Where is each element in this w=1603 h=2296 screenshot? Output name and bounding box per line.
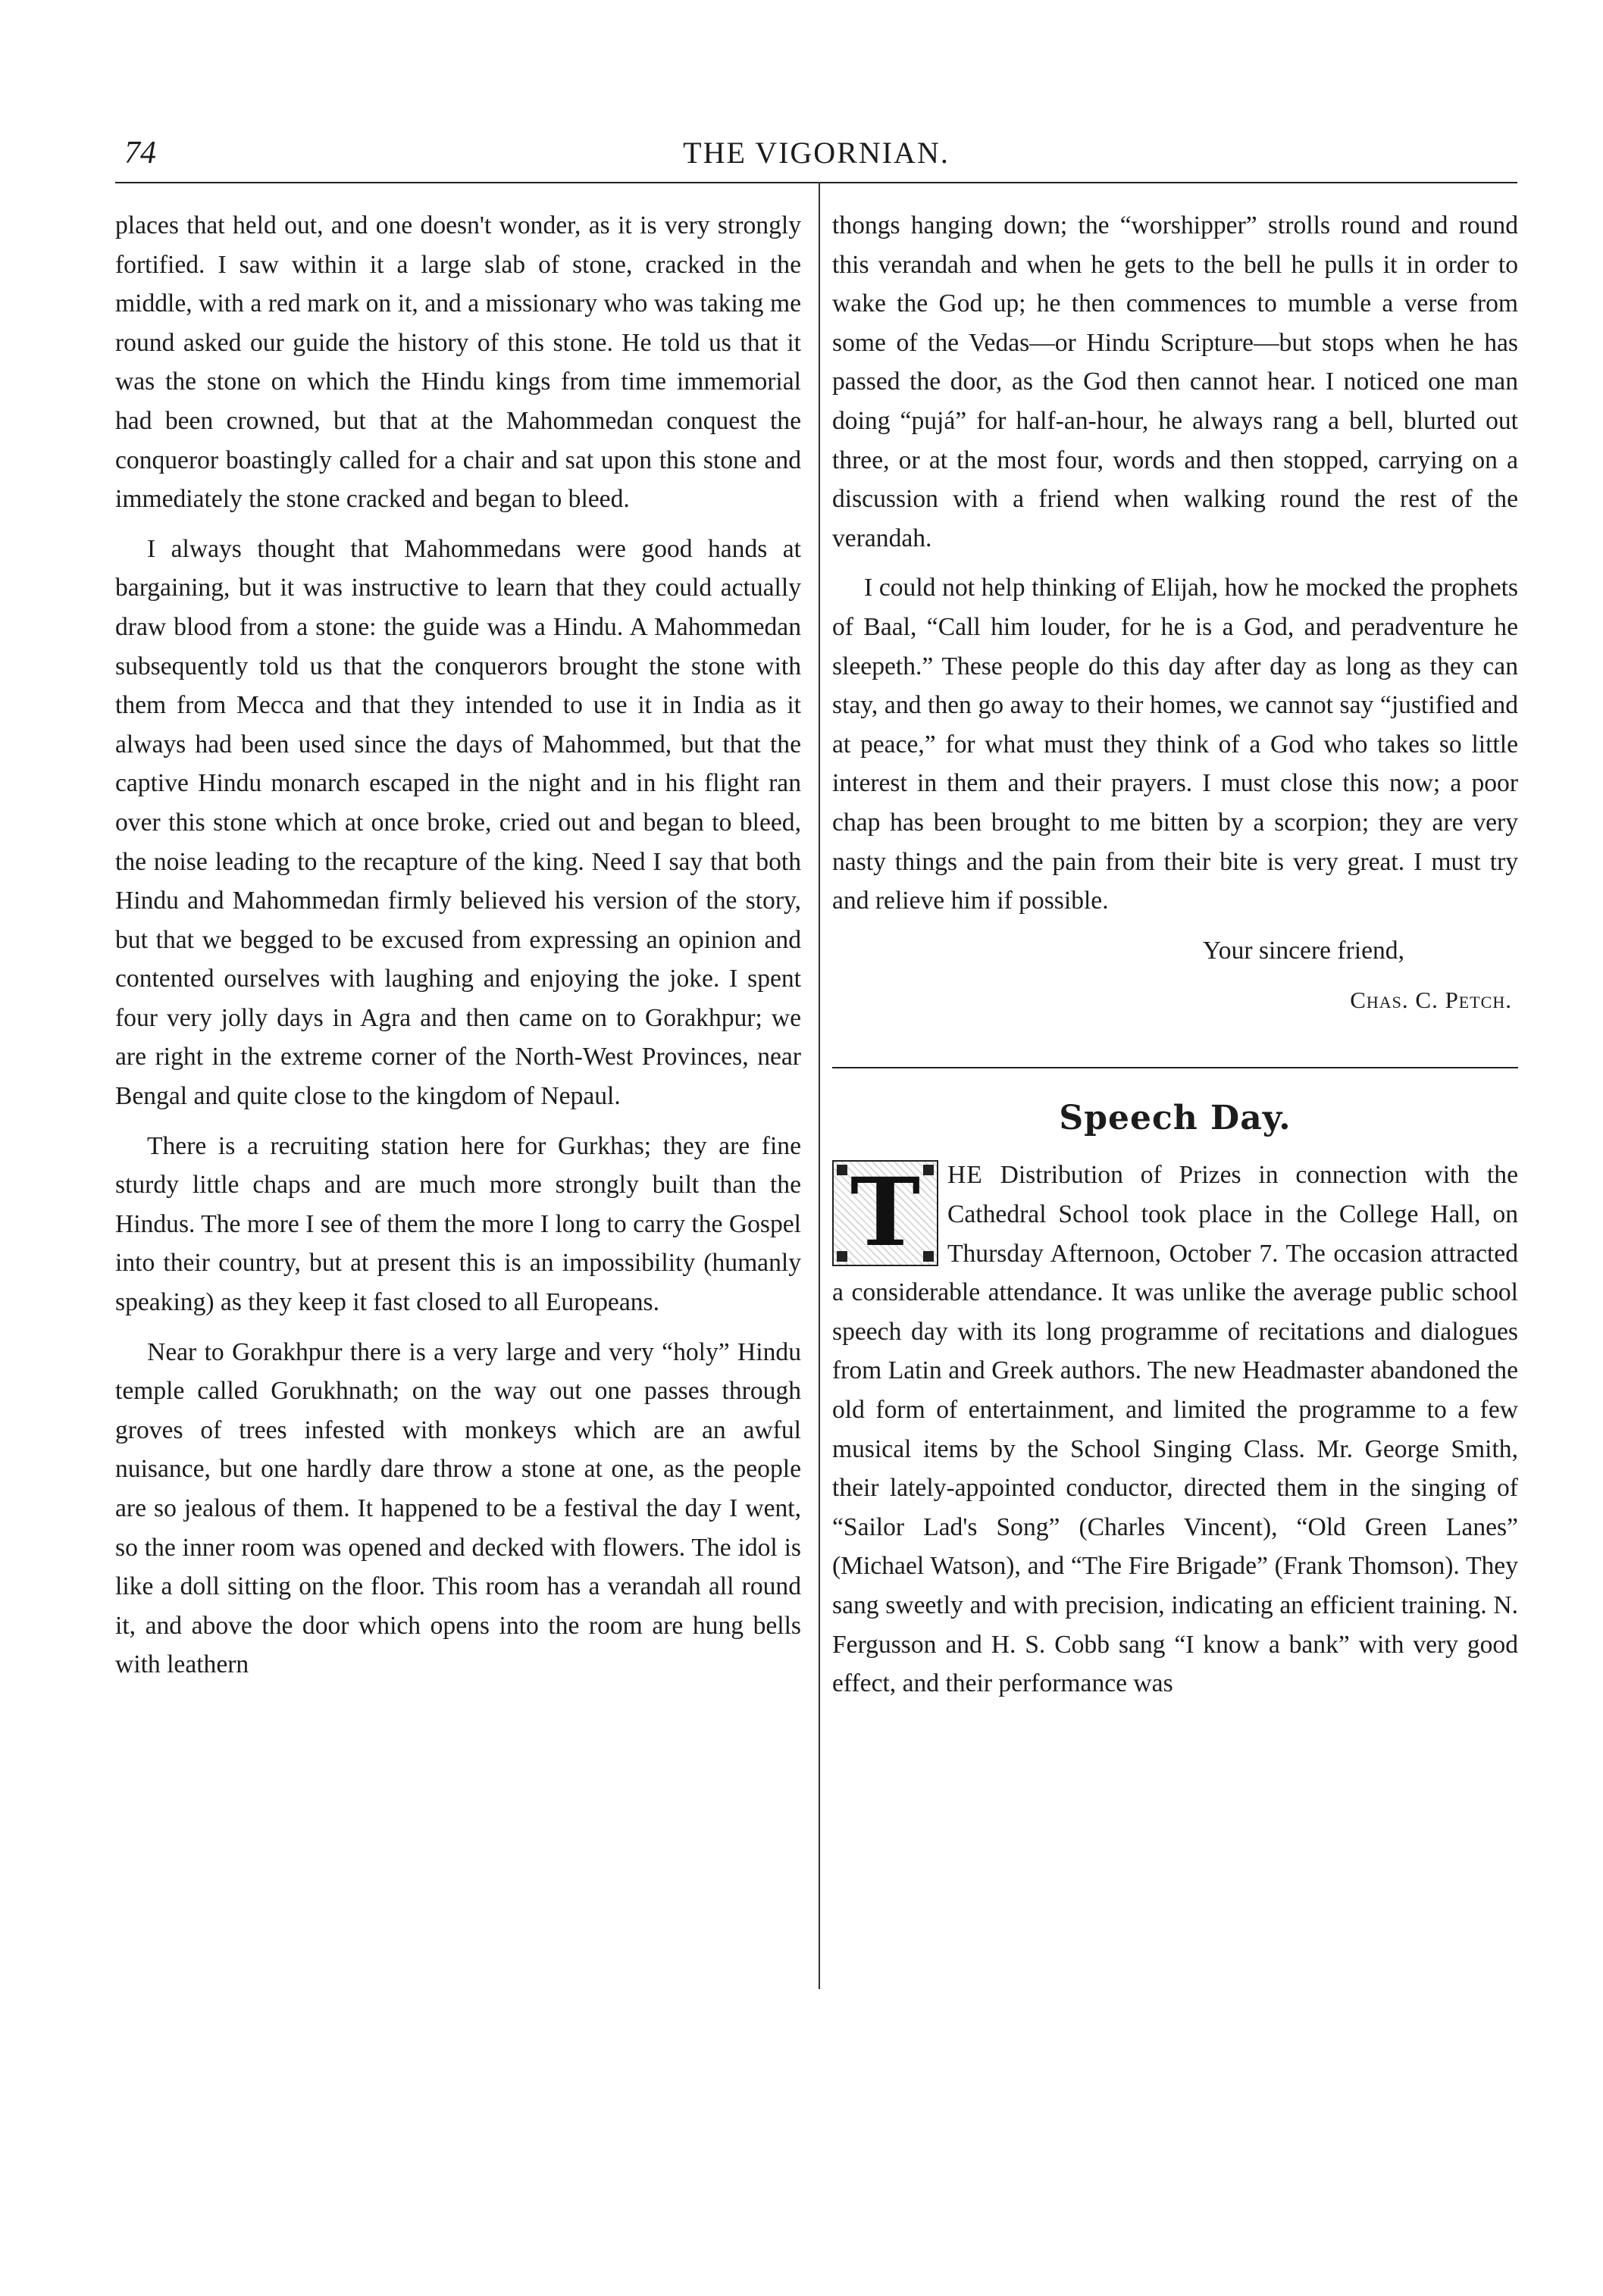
paragraph: I could not help thinking of Elijah, how he mocked the prophets of Baal, “Call him louder, for he is a God, and peradventure he sleepeth.” These people do this day after day as long as they can stay, and then go away to their homes, we cannot say “justified and at peace,” for what must they think of a God who takes so little interest in them and their prayers. I must close this now; a poor chap has been brought to me bitten by a scorpion; they are very nasty things and the pain from their bite is very great. I must try and relieve him if possible. [832,574,1518,915]
section-lead-caps: HE [947,1161,983,1190]
section-rule [832,1067,1518,1068]
dropcap-letter: T [850,1158,921,1268]
section-text: Distribution of Prizes in connection with the Cathedral School took place in the College Hall, on Thursday Afternoon, October 7. The occasion attracted a considerable attendance. It was unlike the average public school speech day with its long programme of recitations and dialogues from Latin and Greek authors. The new Headmaster abandoned the old form of entertainment, and limited the programme to a few musical items by the School Singing Class. Mr. George Smith, their lately-appointed conductor, directed them in the singing of “Sailor Lad's Song” (Charles Vincent), “Old Green Lanes” (Michael Watson), and “The Fire Brigade” (Frank Thomson). They sang sweetly and with precision, indicating an efficient training. N. Fergusson and H. S. Cobb sang “I know a bank” with very good effect, and their performance was [832,1161,1518,1698]
running-title: THE VIGORNIAN. [683,136,950,170]
speech-day-paragraph [832,1156,1518,1703]
paragraph: I always thought that Mahommedans were good hands at bargaining, but it was instructive to learn that they could actually draw blood from a stone: the guide was a Hindu. A Mahommedan subsequently told us that the conquerors brought the stone with them from Mecca and that they intended to use it in India as it always had been used since the days of Mahommed, but that the captive Hindu monarch escaped in the night and in his flight ran over this stone which at once broke, cried out and began to bleed, the noise leading to the recapture of the king. Need I say that both Hindu and Mahommedan firmly believed his version of the story, but that we begged to be excused from expressing an opinion and contented ourselves with laughing and enjoying the joke. I spent four very jolly days in Agra and then came on to Gorakhpur; we are right in the extreme corner of the North-West Provinces, near Bengal and quite close to the kingdom of Nepaul. [115,534,801,1111]
left-column [115,206,801,1695]
paragraph: Near to Gorakhpur there is a very large and very “holy” Hindu temple called Gorukhnath; on the way out one passes through groves of trees infested with monkeys which are an awful nuisance, but one hardly dare throw a stone at one, as the people are so jealous of them. It happened to be a festival the day I went, so the inner room was opened and decked with flowers. The idol is like a doll sitting on the floor. This room has a verandah all round it, and above the door which opens into the room are hung bells with leathern [115,1337,801,1679]
section-title: Speech Day. [1059,1098,1291,1137]
ornamental-dropcap [832,1160,938,1266]
letter-signature: Chas. C. Petch. [1350,987,1512,1014]
header-rule [115,182,1517,183]
paragraph: places that held out, and one doesn't wonder, as it is very strongly fortified. I saw within it a large slab of stone, cracked in the middle, with a red mark on it, and a missionary who was taking me round asked our guide the history of this stone. He told us that it was the stone on which the Hindu kings from time immemorial had been crowned, but that at the Mahommedan conquest the conqueror boastingly called for a chair and sat upon this stone and immediately the stone cracked and began to bleed. [115,211,801,514]
right-column [832,206,1518,1714]
page-number: 74 [124,136,156,170]
paragraph: There is a recruiting station here for Gurkhas; they are fine sturdy little chaps and are much more strongly built than the Hindus. The more I see of them the more I long to carry the Gospel into their country, but at present this is an impossibility (humanly speaking) as they keep it fast closed to all Europeans. [115,1131,801,1317]
column-divider [819,182,820,1989]
letter-closing: Your sincere friend, [1202,936,1404,965]
paragraph: thongs hanging down; the “worshipper” strolls round and round this verandah and when he gets to the bell he pulls it in order to wake the God up; he then commences to mumble a verse from some of the Vedas—or Hindu Scripture—but stops when he has passed the door, as the God then cannot hear. I noticed one man doing “pujá” for half-an-hour, he always rang a bell, blurted out three, or at the most four, words and then stopped, carrying on a discussion with a friend when walking round the rest of the verandah. [832,211,1518,552]
page-header [115,135,1517,182]
